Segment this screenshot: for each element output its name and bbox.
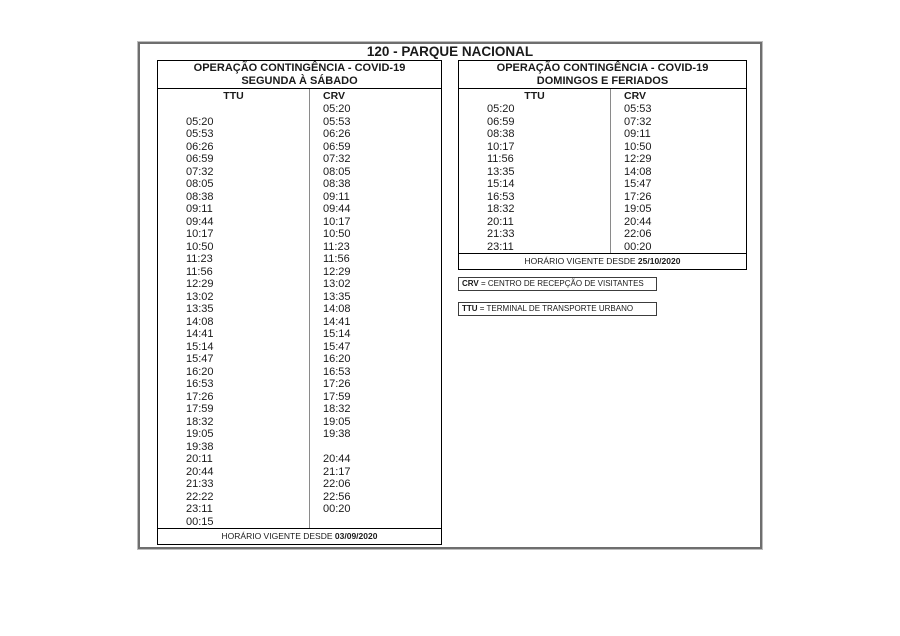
column-headers-weekday [158, 89, 441, 103]
timetable-row [158, 203, 441, 216]
time-cell: 13:35 [158, 303, 310, 316]
legend-ttu [458, 302, 657, 316]
timetable-row [158, 253, 441, 266]
time-cell: 15:14 [323, 328, 351, 340]
time-cell: 09:44 [323, 203, 351, 215]
time-cell: 10:17 [459, 141, 611, 154]
time-cell: 21:33 [459, 228, 611, 241]
legend-crv [458, 277, 657, 291]
time-cell: 22:56 [323, 490, 351, 503]
time-cell: 18:32 [158, 416, 310, 429]
timetable-sundays-holidays [458, 60, 747, 270]
table-body-weekday [158, 103, 441, 528]
time-cell: 23:11 [158, 503, 310, 516]
time-cell: 19:38 [323, 428, 351, 440]
time-cell: 05:53 [323, 115, 351, 128]
time-cell: 13:02 [323, 278, 351, 290]
time-cell: 15:14 [459, 178, 611, 191]
timetable-row [158, 403, 441, 416]
time-cell: 14:41 [158, 328, 310, 341]
time-cell: 08:38 [158, 191, 310, 204]
time-cell: 20:44 [323, 453, 351, 465]
time-cell: 05:53 [624, 103, 652, 115]
timetable-row [158, 266, 441, 279]
time-cell: 18:32 [323, 403, 351, 415]
footer-date: 25/10/2020 [637, 256, 681, 266]
time-cell: 22:22 [158, 491, 310, 504]
time-cell: 16:20 [323, 353, 351, 365]
time-cell: 08:38 [459, 128, 611, 141]
time-cell: 06:59 [158, 153, 310, 166]
column-headers-sundays [459, 89, 746, 103]
timetable-row [158, 103, 441, 116]
time-cell: 17:59 [158, 403, 310, 416]
time-cell: 20:44 [158, 466, 310, 479]
time-cell: 07:32 [323, 153, 351, 165]
time-cell: 14:08 [323, 303, 351, 315]
timetable-row [158, 441, 441, 454]
timetable-row [459, 241, 746, 254]
time-cell [310, 441, 441, 454]
time-cell: 23:11 [459, 241, 611, 254]
timetable-row [459, 191, 746, 204]
timetable-row [158, 491, 441, 504]
time-cell: 20:44 [624, 215, 652, 228]
timetable-row [158, 241, 441, 254]
time-cell: 07:32 [158, 166, 310, 179]
legend-ttu-abbr: TTU [462, 304, 478, 313]
timetable-row [158, 416, 441, 429]
time-cell: 19:05 [624, 203, 652, 215]
time-cell: 21:17 [323, 465, 351, 478]
timetable-row [459, 128, 746, 141]
time-cell: 11:23 [323, 240, 350, 253]
column-header-crv: CRV [624, 90, 646, 102]
time-cell: 17:59 [323, 390, 351, 403]
time-cell: 10:50 [624, 140, 652, 153]
time-cell: 05:20 [158, 116, 310, 129]
time-cell: 18:32 [459, 203, 611, 216]
table-header-line1: OPERAÇÃO CONTINGÊNCIA - COVID-19 [193, 61, 406, 74]
time-cell [158, 103, 310, 116]
timetable-row [459, 166, 746, 179]
timetable-row [158, 453, 441, 466]
time-cell: 16:53 [323, 365, 351, 378]
timetable-row [158, 341, 441, 354]
time-cell: 12:29 [624, 153, 652, 165]
timetable-row [158, 378, 441, 391]
time-cell: 19:05 [323, 415, 351, 428]
timetable-row [158, 316, 441, 329]
time-cell: 20:11 [158, 453, 310, 466]
time-cell: 22:06 [624, 228, 652, 240]
time-cell: 10:17 [158, 228, 310, 241]
time-cell: 11:23 [158, 253, 310, 266]
time-cell: 05:20 [459, 103, 611, 116]
outer-frame [138, 42, 762, 549]
time-cell: 07:32 [624, 115, 652, 128]
time-cell: 10:50 [323, 228, 351, 240]
footer-date: 03/09/2020 [334, 531, 378, 541]
timetable-row [158, 353, 441, 366]
timetable-row [158, 291, 441, 304]
time-cell: 16:53 [158, 378, 310, 391]
timetable-row [158, 428, 441, 441]
table-footer-sundays [459, 253, 746, 269]
table-body-sundays [459, 103, 746, 253]
table-header-weekday [158, 61, 441, 89]
timetable-row [459, 216, 746, 229]
time-cell: 19:05 [158, 428, 310, 441]
time-cell: 09:44 [158, 216, 310, 229]
time-cell: 17:26 [323, 378, 351, 390]
time-cell: 13:35 [459, 166, 611, 179]
time-cell: 05:53 [158, 128, 310, 141]
time-cell: 17:26 [624, 190, 652, 203]
time-cell: 21:33 [158, 478, 310, 491]
timetable-weekday-saturday [157, 60, 442, 545]
time-cell: 19:38 [158, 441, 310, 454]
timetable-row [158, 128, 441, 141]
time-cell: 14:41 [323, 315, 351, 328]
page-title: 120 - PARQUE NACIONAL [366, 44, 534, 59]
time-cell: 09:11 [323, 190, 350, 203]
time-cell: 13:35 [323, 290, 351, 303]
time-cell: 00:20 [323, 503, 351, 515]
timetable-row [459, 141, 746, 154]
timetable-row [158, 466, 441, 479]
timetable-row [158, 116, 441, 129]
time-cell: 15:47 [323, 340, 351, 353]
timetable-row [459, 116, 746, 129]
time-cell: 14:08 [158, 316, 310, 329]
timetable-row [158, 478, 441, 491]
time-cell: 14:08 [624, 165, 652, 178]
timetable-row [158, 278, 441, 291]
timetable-row [158, 303, 441, 316]
timetable-row [158, 366, 441, 379]
timetable-row [158, 166, 441, 179]
time-cell: 12:29 [323, 265, 351, 278]
time-cell: 11:56 [323, 253, 350, 265]
timetable-row [158, 503, 441, 516]
timetable-row [158, 153, 441, 166]
table-footer-weekday [158, 528, 441, 544]
table-header-line2: SEGUNDA À SÁBADO [241, 75, 358, 87]
column-header-ttu: TTU [459, 89, 611, 103]
time-cell: 15:14 [158, 341, 310, 354]
time-cell: 06:59 [459, 116, 611, 129]
timetable-row [459, 153, 746, 166]
timetable-row [158, 516, 441, 529]
timetable-row [459, 203, 746, 216]
time-cell: 08:05 [323, 165, 351, 178]
legend-crv-abbr: CRV [462, 279, 479, 288]
time-cell: 08:05 [158, 178, 310, 191]
table-header-line2: DOMINGOS E FERIADOS [536, 75, 669, 87]
timetable-row [459, 178, 746, 191]
time-cell: 11:56 [459, 153, 611, 166]
legend-ttu-text: = TERMINAL DE TRANSPORTE URBANO [477, 304, 634, 313]
timetable-row [158, 328, 441, 341]
time-cell: 22:06 [323, 478, 351, 490]
time-cell: 15:47 [624, 178, 652, 190]
timetable-row [459, 228, 746, 241]
timetable-row [158, 191, 441, 204]
time-cell: 08:38 [323, 178, 351, 190]
timetable-row [158, 178, 441, 191]
column-header-crv: CRV [323, 90, 345, 102]
time-cell [310, 516, 441, 529]
timetable-row [158, 216, 441, 229]
time-cell: 20:11 [459, 216, 611, 229]
time-cell: 06:26 [323, 128, 351, 140]
timetable-row [158, 141, 441, 154]
time-cell: 12:29 [158, 278, 310, 291]
column-header-ttu: TTU [158, 89, 310, 103]
time-cell: 16:20 [158, 366, 310, 379]
time-cell: 17:26 [158, 391, 310, 404]
time-cell: 15:47 [158, 353, 310, 366]
time-cell: 06:26 [158, 141, 310, 154]
time-cell: 06:59 [323, 140, 351, 153]
time-cell: 16:53 [459, 191, 611, 204]
legend-crv-text: = CENTRO DE RECEPÇÃO DE VISITANTES [478, 279, 644, 288]
timetable-row [158, 391, 441, 404]
time-cell: 00:15 [158, 516, 310, 529]
footer-text: HORÁRIO VIGENTE DESDE [221, 531, 333, 541]
time-cell: 09:11 [624, 128, 651, 140]
time-cell: 05:20 [323, 103, 351, 115]
time-cell: 09:11 [158, 203, 310, 216]
time-cell: 13:02 [158, 291, 310, 304]
footer-text: HORÁRIO VIGENTE DESDE [524, 256, 636, 266]
timetable-row [158, 228, 441, 241]
time-cell: 10:50 [158, 241, 310, 254]
table-header-sundays [459, 61, 746, 89]
timetable-row [459, 103, 746, 116]
table-header-line1: OPERAÇÃO CONTINGÊNCIA - COVID-19 [496, 61, 709, 74]
time-cell: 10:17 [323, 215, 351, 228]
time-cell: 00:20 [624, 240, 652, 253]
time-cell: 11:56 [158, 266, 310, 279]
